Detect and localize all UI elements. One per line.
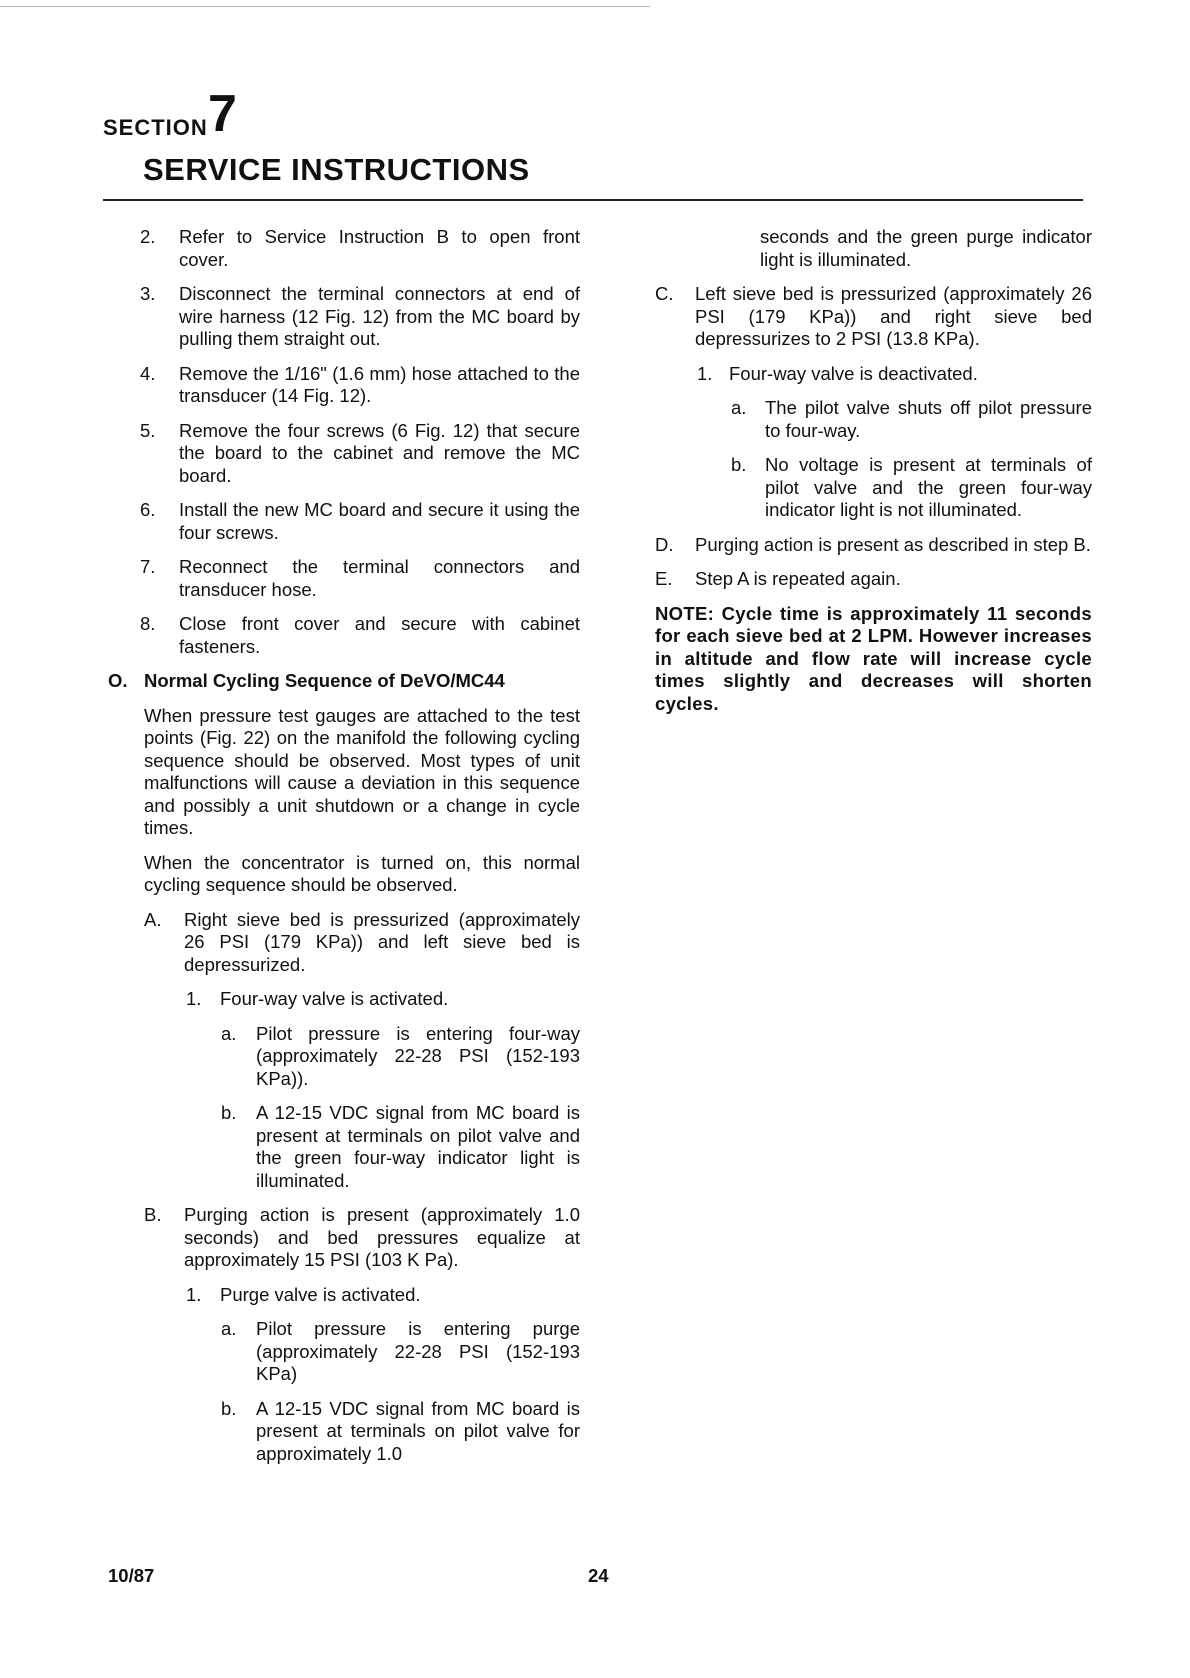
step-c-1-a-text: The pilot valve shuts off pilot pressure to four-way. [765, 397, 1092, 441]
step-e-text: Step A is repeated again. [695, 568, 901, 589]
step-b-label: B. [144, 1204, 162, 1225]
step-c-1-b-text: No voltage is present at terminals of pilot valve and the green four-way indicator light is not illuminated. [765, 454, 1092, 520]
step-a [100, 909, 580, 977]
step-e-label: E. [655, 568, 673, 589]
section-o-label: O. [108, 670, 128, 691]
step-text: Install the new MC board and secure it using the four screws. [179, 499, 580, 543]
list-item [100, 556, 580, 601]
step-number: 3. [140, 283, 156, 304]
step-number: 4. [140, 362, 156, 384]
list-item [100, 226, 580, 271]
page-title: SERVICE INSTRUCTIONS [143, 152, 530, 187]
top-edge-line [0, 6, 650, 7]
step-number: 7. [140, 556, 156, 577]
cycle-time-note: NOTE: Cycle time is approximately 11 seconds for each sieve bed at 2 LPM. However increases in altitude and flow rate will increase cycle times slightly and decreases will shorten cycles. [655, 602, 1092, 714]
step-a-1-label: 1. [186, 988, 202, 1009]
step-text: Disconnect the terminal connectors at end of wire harness (12 Fig. 12) from the MC board by pulling them straight out. [179, 283, 580, 349]
step-text: Reconnect the terminal connectors and transducer hose. [179, 556, 580, 600]
step-text: Refer to Service Instruction B to open front cover. [179, 226, 580, 270]
list-item [100, 283, 580, 351]
step-b-1-text: Purge valve is activated. [220, 1283, 421, 1305]
step-b-1-b [100, 1398, 580, 1466]
step-a-1-a-label: a. [221, 1022, 237, 1044]
step-number: 5. [140, 419, 156, 441]
step-number: 8. [140, 613, 156, 634]
turn-on-paragraph: When the concentrator is turned on, this normal cycling sequence should be observed. [144, 851, 580, 895]
section-o-heading [100, 670, 580, 693]
step-e [655, 568, 1092, 591]
step-a-1-a-text: Pilot pressure is entering four-way (approximately 22-28 PSI (152-193 KPa)). [256, 1022, 580, 1089]
list-item [100, 363, 580, 408]
footer-date: 10/87 [108, 1565, 155, 1586]
step-number: 2. [140, 226, 156, 247]
step-a-text: Right sieve bed is pressurized (approximately 26 PSI (179 KPa)) and left sieve bed is depressurized. [184, 908, 580, 975]
step-a-label: A. [144, 908, 162, 930]
step-b-1-label: 1. [186, 1283, 202, 1305]
step-c-1-label: 1. [697, 362, 713, 384]
step-a-1-b-label: b. [221, 1102, 237, 1123]
step-c-1-text: Four-way valve is deactivated. [729, 362, 978, 384]
step-b-1-b-text: A 12-15 VDC signal from MC board is present at terminals on pilot valve for approximately 1.0 [256, 1397, 580, 1464]
step-c-1-b-label: b. [731, 454, 747, 475]
step-text: Close front cover and secure with cabinet fasteners. [179, 613, 580, 657]
step-b-1-a [100, 1318, 580, 1386]
step-b [100, 1204, 580, 1272]
step-number: 6. [140, 499, 156, 520]
step-d-label: D. [655, 533, 674, 555]
step-a-1-b-text: A 12-15 VDC signal from MC board is present at terminals on pilot valve and the green four-way indicator light is illuminated. [256, 1102, 580, 1191]
step-c-1-a-label: a. [731, 397, 747, 418]
step-c-1 [655, 363, 1092, 386]
step-a-1 [100, 988, 580, 1011]
step-a-1-text: Four-way valve is activated. [220, 988, 449, 1009]
section-o-title: Normal Cycling Sequence of DeVO/MC44 [144, 670, 505, 691]
list-item [100, 420, 580, 488]
step-d-text: Purging action is present as described in step B. [695, 533, 1091, 555]
right-column [655, 226, 1092, 715]
step-a-1-b [100, 1102, 580, 1192]
step-c-label: C. [655, 283, 674, 304]
page-number: 24 [588, 1565, 609, 1586]
step-d [655, 534, 1092, 557]
section-number: 7 [208, 85, 237, 143]
step-b-1-a-label: a. [221, 1318, 237, 1339]
section-label: SECTION [103, 115, 208, 140]
step-text: Remove the four screws (6 Fig. 12) that secure the board to the cabinet and remove the MC board. [179, 419, 580, 486]
step-b-text: Purging action is present (approximately 1.0 seconds) and bed pressures equalize at approximately 15 PSI (103 K Pa). [184, 1204, 580, 1270]
header-rule [103, 199, 1083, 201]
continuation-text: seconds and the green purge indicator light is illuminated. [760, 226, 1092, 270]
step-b-1-a-text: Pilot pressure is entering purge (approximately 22-28 PSI (152-193 KPa) [256, 1318, 580, 1384]
list-item [100, 499, 580, 544]
intro-paragraph: When pressure test gauges are attached to the test points (Fig. 22) on the manifold the following cycling sequence should be observed. Most types of unit malfunctions will cause a deviation in this sequence and possibly a unit shutdown or a change in cycle times. [144, 704, 580, 838]
left-column [100, 226, 580, 1477]
step-c-1-b [655, 454, 1092, 522]
step-c-text: Left sieve bed is pressurized (approximately 26 PSI (179 KPa)) and right sieve bed depressurizes to 2 PSI (13.8 KPa). [695, 283, 1092, 349]
list-item [100, 613, 580, 658]
step-a-1-a [100, 1023, 580, 1091]
step-c [655, 283, 1092, 351]
step-c-1-a [655, 397, 1092, 442]
step-text: Remove the 1/16" (1.6 mm) hose attached to the transducer (14 Fig. 12). [179, 362, 580, 406]
step-b-1 [100, 1284, 580, 1307]
step-b-1-b-label: b. [221, 1397, 237, 1419]
